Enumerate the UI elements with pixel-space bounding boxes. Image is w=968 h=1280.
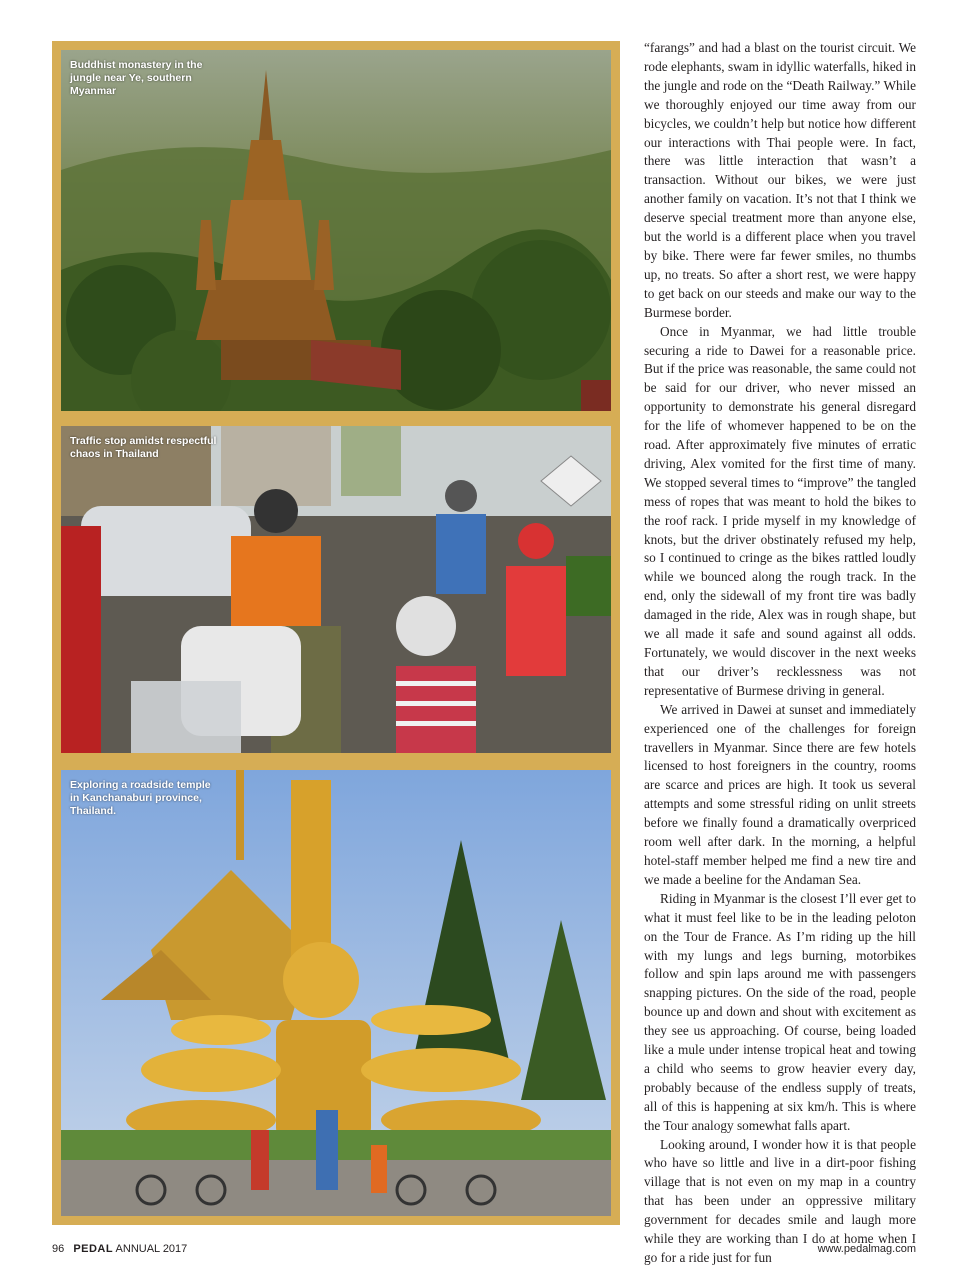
page-number: 96 bbox=[52, 1243, 65, 1255]
monastery-image bbox=[61, 50, 611, 411]
traffic-image bbox=[61, 426, 611, 753]
traffic-photo bbox=[61, 426, 611, 753]
article-paragraph: Once in Myanmar, we had little trouble securing a ride to Dawei for a reasonable price. But if the price was reasonable, the same could not be said for our driver, who never missed an opportunity to demonstrate his general disregard for the life of whomever happened to be on the road. After approximately five minutes of erratic driving, Alex vomited for the first time of many. We stopped several times to “improve” the tangled mess of ropes that was meant to hold the bikes to the roof rack. I pride myself in my knowledge of knots, but the driver obstinately refused my help, so I continued to cringe as the bikes rattled loudly while we bounced along the rough track. In the end, only the sidewall of my front tire was badly damaged in the ride, Alex was in rough shape, but we all made it safe and sound against all odds. Fortunately, we would discover in the next weeks that our driver’s recklessness was not representative of Burmese driving in general. bbox=[644, 323, 916, 698]
temple-caption: Exploring a roadside temple in Kanchanaburi province, Thailand. bbox=[70, 779, 211, 817]
article-body bbox=[644, 39, 916, 1268]
issue-label: ANNUAL 2017 bbox=[115, 1243, 188, 1255]
page-footer-left bbox=[52, 1243, 187, 1255]
photo-column bbox=[52, 41, 620, 1225]
article-paragraph: Looking around, I wonder how it is that people who have so little and live in a dirt-poor fishing village that is not even on my map in a country that has been under an oppressive military government for decades smile and laugh more while they are working than I do at home when I go for a ride just for fun bbox=[644, 1136, 916, 1265]
monastery-photo bbox=[61, 50, 611, 411]
monastery-caption: Buddhist monastery in the jungle near Ye, southern Myanmar bbox=[70, 59, 203, 97]
temple-image bbox=[61, 770, 611, 1216]
magazine-brand: PEDAL bbox=[73, 1243, 114, 1255]
article-paragraph: Riding in Myanmar is the closest I’ll ever get to what it must feel like to be in the leading peloton on the Tour de France. As I’m riding up the hill with my lungs and legs burning, motorbikes follow and spin laps around me with passengers snapping pictures. On the side of the road, people bounce up and down and shout with excitement as they see us approaching. Of course, being loaded like a mule under intense tropical heat and towing a child who seems to grow heavier every day, probably because of the endless supply of treats, all of this is happening at six km/h. This is where the Tour analogy somewhat falls apart. bbox=[644, 890, 916, 1133]
article-paragraph: We arrived in Dawei at sunset and immediately experienced one of the challenges for foreign travellers in Myanmar. Since there are few hotels licensed to host foreigners in the country, rooms are scarce and prices are high. It took us several attempts and some stressful riding on unlit streets before we finally found a dramatically overpriced room well after dark. In the morning, a helpful hotel-staff member helped me find a new tire and we made a beeline for the Andaman Sea. bbox=[644, 701, 916, 887]
traffic-caption: Traffic stop amidst respectful chaos in Thailand bbox=[70, 435, 217, 460]
article-paragraph: “farangs” and had a blast on the tourist circuit. We rode elephants, swam in idyllic waterfalls, hiked in the jungle and rode on the “Death Railway.” While we thoroughly enjoyed our time away from our bicycles, we couldn’t help but notice how different our interactions with Thai people were. In fact, there was little interaction that wasn’t a transaction. Without our bikes, we were just another family on vacation. It’s not that I think we deserve special treatment more than anyone else, but the world is a different place when you travel by bike. There were far fewer smiles, no thumbs up, no treats. So after a short rest, we were happy to get back on our steeds and make our way to the Burmese border. bbox=[644, 40, 916, 320]
website-link[interactable]: www.pedalmag.com bbox=[817, 1243, 916, 1255]
temple-photo bbox=[61, 770, 611, 1216]
